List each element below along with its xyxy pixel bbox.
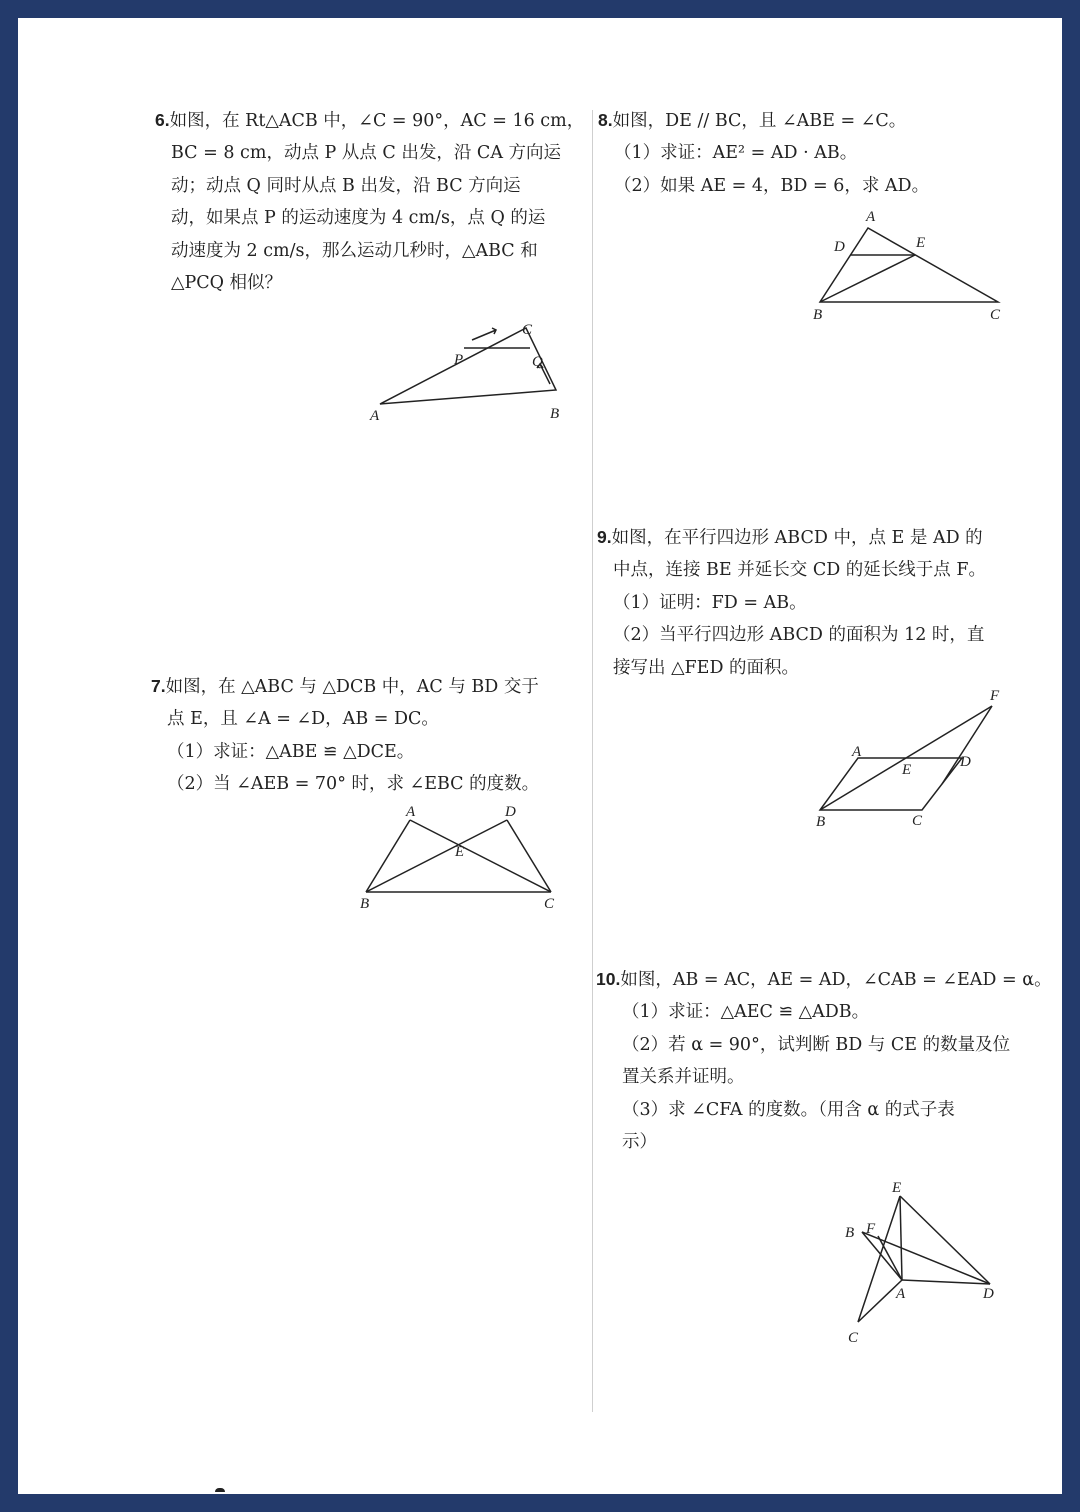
- label-f: F: [990, 688, 1000, 704]
- problem-text-line: （2）当平行四边形 ABCD 的面积为 12 时，直: [613, 625, 985, 646]
- label-a: A: [370, 408, 380, 424]
- problem-text-line: 动，如果点 P 的运动速度为 4 cm/s，点 Q 的运: [171, 208, 546, 229]
- arrow-p: [472, 330, 496, 340]
- segment-ab: [862, 1232, 902, 1280]
- label-e: E: [902, 762, 912, 778]
- problem-text-line: 如图，在 △ABC 与 △DCB 中，AC 与 BD 交于: [165, 677, 539, 697]
- label-c: C: [522, 322, 533, 338]
- label-q: Q: [532, 354, 543, 370]
- label-d: D: [983, 1286, 994, 1302]
- triangle-acb: [380, 328, 556, 404]
- label-a: A: [852, 744, 862, 760]
- problem-6: [155, 104, 584, 299]
- problem-text-line: 接写出 △FED 的面积。: [613, 657, 800, 678]
- label-b: B: [360, 896, 370, 912]
- problem-text-line: （1）求证：△ABE ≌ △DCE。: [167, 741, 415, 762]
- label-f: F: [866, 1221, 876, 1237]
- problem-text-line: 动；动点 Q 同时从点 B 出发，沿 BC 方向运: [171, 175, 521, 196]
- problem-text-line: （2）当 ∠AEB = 70° 时，求 ∠EBC 的度数。: [167, 774, 540, 795]
- parallelogram-abcd: [820, 758, 962, 810]
- label-d: D: [960, 754, 971, 770]
- problem-text-line: （1）求证：AE² = AD · AB。: [614, 143, 858, 164]
- figure-problem-7: [354, 800, 564, 910]
- problem-number: 6.: [155, 110, 170, 130]
- problem-text-line: 置关系并证明。: [622, 1067, 745, 1088]
- label-e: E: [892, 1180, 902, 1196]
- label-a: A: [406, 804, 416, 820]
- problem-text-line: （3）求 ∠CFA 的度数。（用含 α 的式子表: [622, 1099, 955, 1120]
- label-b: B: [816, 814, 826, 830]
- segment-ae: [900, 1196, 902, 1280]
- problem-text-line: BC = 8 cm，动点 P 从点 C 出发，沿 CA 方向运: [171, 143, 562, 164]
- problem-7: [151, 670, 539, 801]
- problem-text-line: （1）证明：FD = AB。: [613, 592, 807, 613]
- segment-ce: [858, 1196, 900, 1322]
- problem-text-line: 如图，在平行四边形 ABCD 中，点 E 是 AD 的: [611, 528, 983, 548]
- segment-ad: [902, 1280, 990, 1284]
- problem-text-line: 如图，DE // BC，且 ∠ABE = ∠C。: [612, 111, 907, 131]
- column-divider: [592, 110, 593, 1412]
- problem-text-line: （1）求证：△AEC ≌ △ADB。: [622, 1002, 870, 1023]
- problem-text-line: （2）如果 AE = 4，BD = 6，求 AD。: [614, 175, 930, 196]
- problem-text-line: （2）若 α = 90°，试判断 BD 与 CE 的数量及位: [622, 1034, 1011, 1055]
- figure-problem-10: [838, 1158, 1008, 1346]
- figure-problem-8: [808, 204, 1008, 324]
- segment-df: [942, 706, 992, 784]
- label-a: A: [866, 209, 876, 225]
- segment-bd: [862, 1232, 990, 1284]
- problem-text-line: 示）: [622, 1132, 657, 1153]
- problem-text-line: 如图，在 Rt△ACB 中，∠C = 90°，AC = 16 cm，: [169, 111, 585, 131]
- page-corner-mark: [215, 1488, 225, 1492]
- segment-ed: [900, 1196, 990, 1284]
- figure-problem-9: [808, 686, 1008, 836]
- label-d: D: [505, 804, 516, 820]
- label-p: P: [454, 352, 464, 368]
- label-a: A: [896, 1286, 906, 1302]
- problem-text-line: 中点，连接 BE 并延长交 CD 的延长线于点 F。: [613, 560, 987, 581]
- problem-number: 7.: [151, 676, 166, 696]
- label-e: E: [916, 235, 926, 251]
- problem-number: 9.: [597, 527, 612, 547]
- label-d: D: [834, 239, 845, 255]
- problem-text-line: 点 E，且 ∠A = ∠D，AB = DC。: [167, 709, 439, 730]
- problem-text-line: 如图，AB = AC，AE = AD，∠CAB = ∠EAD = α。: [620, 970, 1052, 990]
- problem-8: [598, 104, 929, 202]
- label-b: B: [550, 406, 560, 422]
- figure-problem-6: [368, 302, 568, 424]
- problem-number: 10.: [596, 969, 621, 989]
- worksheet-page: [18, 18, 1062, 1494]
- problem-number: 8.: [598, 110, 613, 130]
- problem-text-line: 动速度为 2 cm/s，那么运动几秒时，△ABC 和: [171, 240, 538, 261]
- segment-be: [820, 255, 915, 302]
- problem-10: [596, 963, 1052, 1158]
- label-c: C: [848, 1330, 859, 1346]
- label-b: B: [813, 307, 823, 323]
- problem-9: [597, 521, 986, 684]
- triangle-abc: [820, 228, 998, 302]
- label-e: E: [455, 844, 465, 860]
- label-c: C: [990, 307, 1001, 323]
- label-c: C: [544, 896, 555, 912]
- label-b: B: [845, 1225, 855, 1241]
- problem-text-line: △PCQ 相似？: [171, 273, 283, 294]
- label-c: C: [912, 813, 923, 829]
